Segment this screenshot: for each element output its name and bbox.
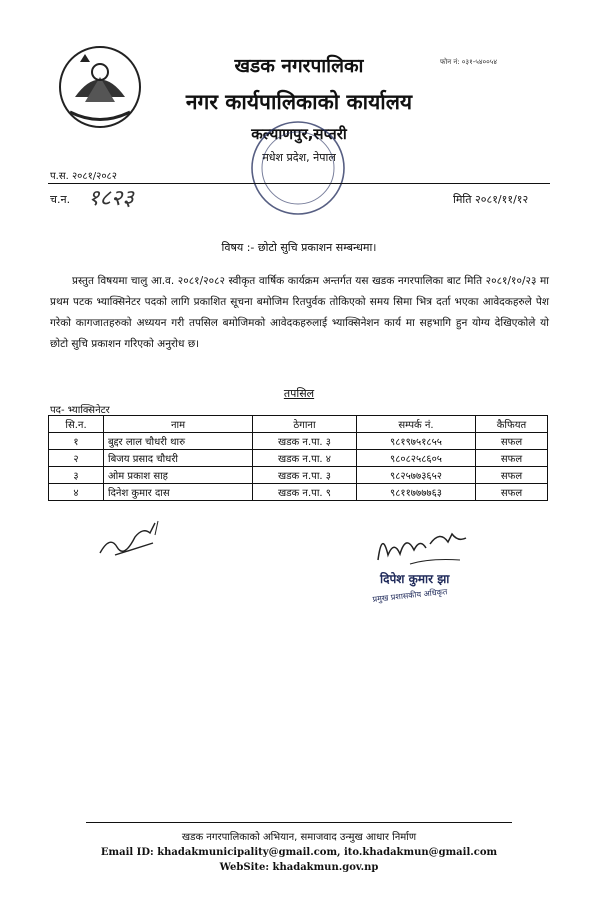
org-name: खडक नगरपालिका [234,55,364,77]
footer-divider [86,822,512,823]
column-header: ठेगाना [253,416,357,433]
details-heading: तपसिल [283,387,315,400]
address-cell: खडक न.पा. ४ [253,450,357,467]
phone-cell: ९८०८२५८६०५ [357,450,476,467]
remarks-cell: सफल [476,450,548,467]
name-cell: ओम प्रकाश साह [104,467,253,484]
signatory-name: दिपेश कुमार झा [380,572,450,586]
patra-sankhya: प.स. २०८१/२०८२ [50,171,117,182]
serial-cell: ४ [49,484,104,501]
shortlist-table [48,415,548,501]
office-round-stamp [248,118,348,218]
footer-email: Email ID: khadakmunicipality@gmail.com, ito.khadakmun@gmail.com [100,847,498,858]
footer-website: WebSite: khadakmun.gov.np [219,862,379,873]
phone-cell: ९८१९७५१८५५ [357,433,476,450]
office-name: नगर कार्यपालिकाको कार्यालय [185,90,413,114]
province-name: मधेश प्रदेश, नेपाल [262,151,336,164]
name-cell: दिनेश कुमार दास [104,484,253,501]
address-cell: खडक न.पा. ३ [253,433,357,450]
letter-date: मिति २०८१/११/१२ [453,193,529,206]
office-location: कल्याणपुर,सप्तरी [251,125,347,143]
name-cell: बिजय प्रसाद चौधरी [104,450,253,467]
signatory-title: प्रमुख प्रशासकीय अधिकृत [372,587,448,604]
chalani-number: १८२३ [88,186,134,211]
letter-subject: विषय :- छोटो सुचि प्रकाशन सम्बन्धमा। [221,241,377,254]
column-header: सि.न. [49,416,104,433]
column-header: नाम [104,416,253,433]
letter-body: प्रस्तुत विषयमा चालु आ.व. २०८१/२०८२ स्वीकृत वार्षिक कार्यक्रम अन्तर्गत यस खडक नगरपालिका बाट मिति २०८१/१०/२३ मा प्रथम पटक भ्याक्सिनेटर पदको लागि प्रकाशित सूचना बमोजिम रितपुर्वक तोकिएको समय सिमा भित्र दर्ता भएका आवेदकहरुले पेश गरेको कागजातहरुको अध्ययन गरी तपसिल बमोजिमको आवेदकहरुलाई भ्याक्सिनेशन कार्य मा सहभागि हुन योग्य देखिएकोले यो छोटो सुचि प्रकाशन गरिएको अनुरोध छ। [50,275,549,350]
address-cell: खडक न.पा. ९ [253,484,357,501]
serial-cell: २ [49,450,104,467]
serial-cell: ३ [49,467,104,484]
chalani-label: च.न. [50,193,71,206]
serial-cell: १ [49,433,104,450]
phone-number: फोन नं: ०३१-५४००५४ [440,58,498,66]
address-cell: खडक न.पा. ३ [253,467,357,484]
table-header-row [49,416,548,433]
post-title: पद- भ्याक्सिनेटर [50,405,110,416]
remarks-cell: सफल [476,484,548,501]
column-header: सम्पर्क नं. [357,416,476,433]
remarks-cell: सफल [476,433,548,450]
phone-cell: ९८२५७७३६५२ [357,467,476,484]
remarks-cell: सफल [476,467,548,484]
table-row [49,467,548,484]
initial-signature [95,515,175,565]
column-header: कैफियत [476,416,548,433]
table-row [49,450,548,467]
footer-slogan: खडक नगरपालिकाको अभियान, समाजवाद उन्मुख आधार निर्माण [181,832,417,843]
table-row [49,484,548,501]
table-row [49,433,548,450]
name-cell: बुद्दर लाल चौधरी थारु [104,433,253,450]
phone-cell: ९८११७७७७६३ [357,484,476,501]
